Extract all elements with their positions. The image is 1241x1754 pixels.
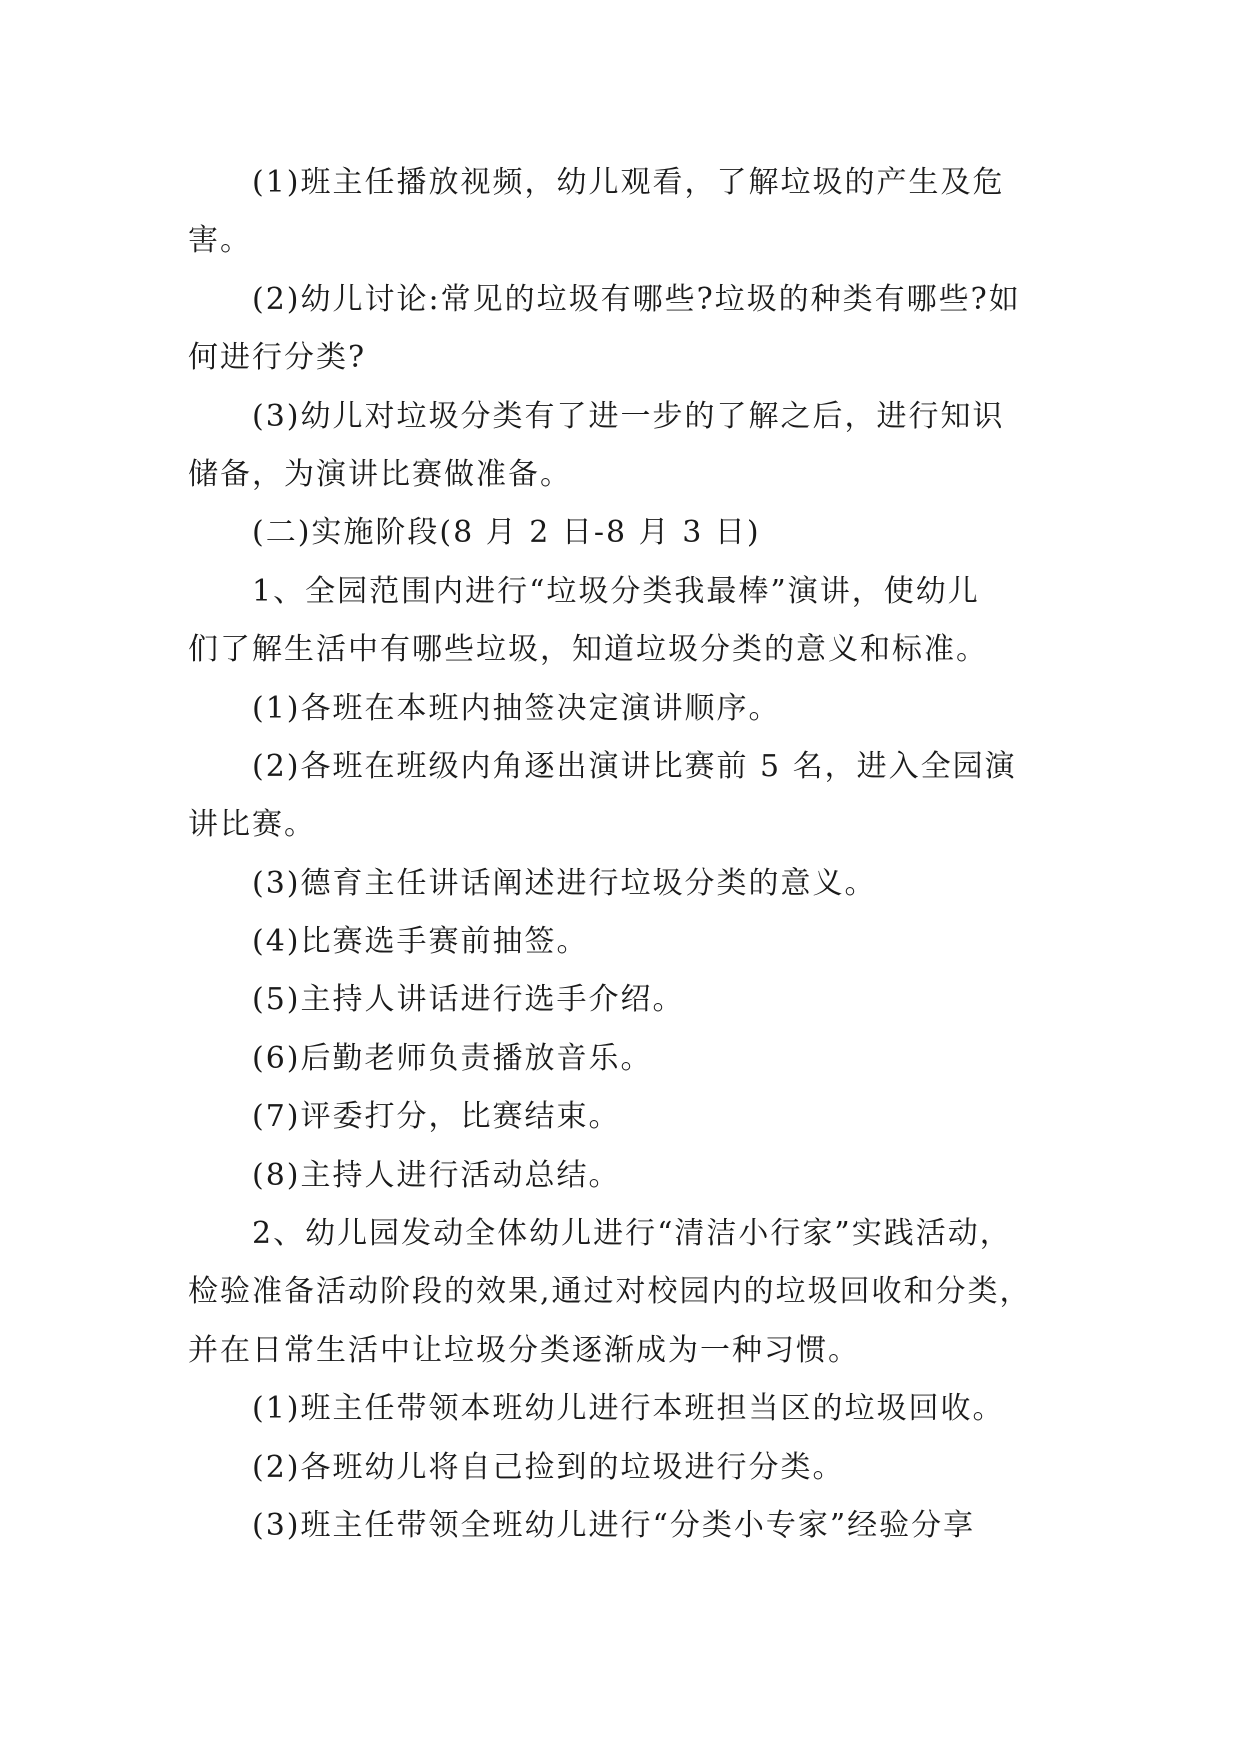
paragraph-line: 害。 — [188, 223, 252, 259]
list-item: (6)后勤老师负责播放音乐。 — [252, 1040, 653, 1076]
paragraph-line: 何进行分类? — [188, 340, 367, 376]
list-item: (8)主持人进行活动总结。 — [252, 1157, 621, 1193]
paragraph-line: (2)幼儿讨论:常见的垃圾有哪些?垃圾的种类有哪些?如 — [252, 281, 1021, 317]
list-item: (2)各班幼儿将自己捡到的垃圾进行分类。 — [252, 1449, 845, 1485]
paragraph-line: 1、全园范围内进行“垃圾分类我最棒”演讲，使幼儿 — [252, 573, 980, 609]
document-body — [188, 154, 1050, 1555]
list-item: (1)各班在本班内抽签决定演讲顺序。 — [252, 690, 781, 726]
list-item: (3)德育主任讲话阐述进行垃圾分类的意义。 — [252, 865, 877, 901]
list-item: (7)评委打分，比赛结束。 — [252, 1099, 621, 1135]
paragraph-line: (1)班主任播放视频，幼儿观看，了解垃圾的产生及危 — [252, 165, 1005, 200]
paragraph-line: (3)幼儿对垃圾分类有了进一步的了解之后，进行知识 — [252, 398, 1005, 434]
section-heading: (二)实施阶段(8 月 2 日-8 月 3 日) — [252, 515, 761, 551]
list-item: (1)班主任带领本班幼儿进行本班担当区的垃圾回收。 — [252, 1391, 1005, 1427]
list-item: (2)各班在班级内角逐出演讲比赛前 5 名，进入全园演 — [252, 748, 1017, 784]
paragraph-line: 检验准备活动阶段的效果,通过对校园内的垃圾回收和分类， — [188, 1274, 1032, 1310]
paragraph-line: 储备，为演讲比赛做准备。 — [188, 456, 572, 492]
list-item: (3)班主任带领全班幼儿进行“分类小专家”经验分享 — [252, 1507, 976, 1543]
list-item: (4)比赛选手赛前抽签。 — [252, 924, 589, 960]
list-item: (5)主持人讲话进行选手介绍。 — [252, 982, 685, 1018]
paragraph-line: 讲比赛。 — [188, 807, 316, 843]
paragraph-line: 2、幼儿园发动全体幼儿进行“清洁小行家”实践活动， — [252, 1216, 1012, 1252]
paragraph-line: 并在日常生活中让垃圾分类逐渐成为一种习惯。 — [188, 1332, 860, 1368]
paragraph-line: 们了解生活中有哪些垃圾，知道垃圾分类的意义和标准。 — [188, 632, 988, 668]
